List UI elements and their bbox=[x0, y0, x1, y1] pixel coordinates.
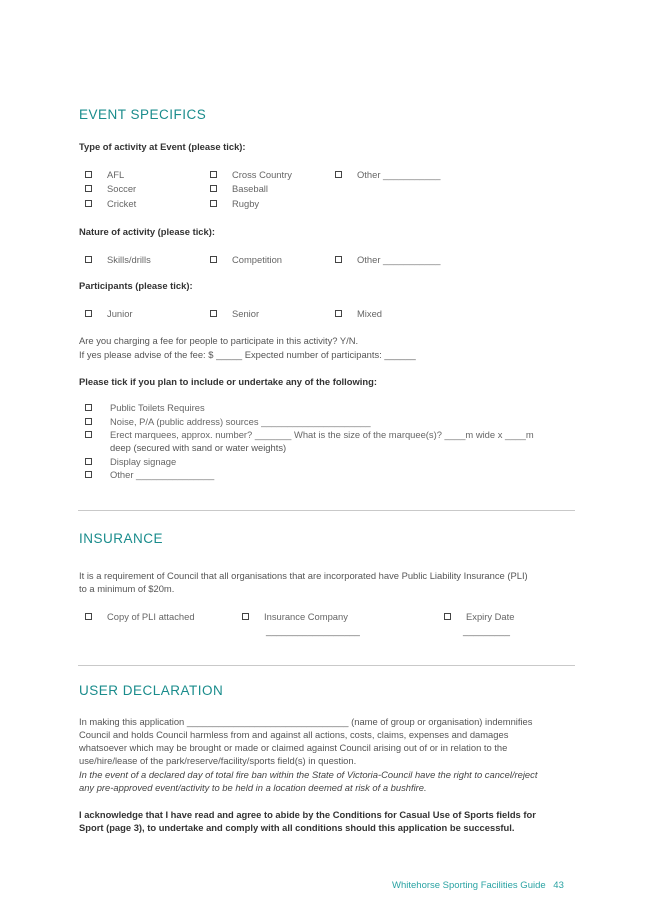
option-label: Other ___________ bbox=[357, 254, 441, 265]
checkbox-icon[interactable] bbox=[335, 256, 342, 263]
option-label: Noise, P/A (public address) sources _____________________ bbox=[110, 416, 371, 427]
checkbox-activity-other[interactable] bbox=[335, 168, 440, 181]
checkbox-insurance-company[interactable] bbox=[242, 610, 348, 623]
checkbox-icon[interactable] bbox=[335, 171, 342, 178]
checkbox-icon[interactable] bbox=[242, 613, 249, 620]
option-label: Insurance Company bbox=[264, 611, 348, 622]
insurance-text-line1: It is a requirement of Council that all organisations that are incorporated have Public Liability Insurance (PLI) bbox=[79, 570, 528, 581]
divider bbox=[78, 665, 575, 666]
checkbox-competition[interactable] bbox=[210, 253, 282, 266]
checkbox-soccer[interactable] bbox=[85, 182, 136, 195]
fee-question: Are you charging a fee for people to participate in this activity? Y/N. bbox=[79, 335, 359, 346]
expiry-date-blank[interactable]: _________ bbox=[463, 625, 510, 636]
checkbox-icon[interactable] bbox=[85, 458, 92, 465]
marquee-continuation: deep (secured with sand or water weights) bbox=[110, 442, 287, 453]
option-label: Mixed bbox=[357, 308, 383, 319]
checkbox-icon[interactable] bbox=[444, 613, 451, 620]
checkbox-nature-other[interactable] bbox=[335, 253, 440, 266]
nature-question: Nature of activity (please tick): bbox=[79, 226, 215, 237]
checkbox-senior[interactable] bbox=[210, 307, 259, 320]
declaration-line: In making this application _______________________________ (name of group or organisation) indemnifies bbox=[79, 716, 533, 727]
checkbox-icon[interactable] bbox=[85, 418, 92, 425]
checkbox-icon[interactable] bbox=[85, 171, 92, 178]
checkbox-afl[interactable] bbox=[85, 168, 124, 181]
checkbox-icon[interactable] bbox=[85, 185, 92, 192]
checkbox-pli-attached[interactable] bbox=[85, 610, 195, 623]
checkbox-skills-drills[interactable] bbox=[85, 253, 151, 266]
checkbox-icon[interactable] bbox=[85, 613, 92, 620]
checkbox-icon[interactable] bbox=[210, 200, 217, 207]
checkbox-public-toilets[interactable] bbox=[85, 401, 205, 414]
option-label: Cricket bbox=[107, 198, 137, 209]
checkbox-icon[interactable] bbox=[335, 310, 342, 317]
option-label: Other ___________ bbox=[357, 169, 441, 180]
option-label: Soccer bbox=[107, 183, 137, 194]
option-label: Baseball bbox=[232, 183, 268, 194]
checkbox-icon[interactable] bbox=[85, 256, 92, 263]
checkbox-icon[interactable] bbox=[85, 310, 92, 317]
declaration-line: whatsoever which may be brought or made or claimed against Council arising out of or in relation to the bbox=[79, 742, 508, 753]
declaration-line: use/hire/lease of the park/reserve/facility/sports field(s) in question. bbox=[79, 755, 357, 766]
include-question: Please tick if you plan to include or undertake any of the following: bbox=[79, 376, 377, 387]
checkbox-mixed[interactable] bbox=[335, 307, 382, 320]
option-label: Junior bbox=[107, 308, 133, 319]
option-label: Skills/drills bbox=[107, 254, 151, 265]
fire-ban-notice: In the event of a declared day of total fire ban within the State of Victoria-Council have the right to cancel/reject bbox=[79, 769, 538, 780]
option-label: Erect marquees, approx. number? _______ What is the size of the marquee(s)? ____m wide x ____m bbox=[110, 429, 534, 440]
fee-details: If yes please advise of the fee: $ _____ Expected number of participants: ______ bbox=[79, 349, 416, 360]
option-label: Competition bbox=[232, 254, 283, 265]
checkbox-icon[interactable] bbox=[85, 431, 92, 438]
checkbox-marquees[interactable] bbox=[85, 428, 534, 441]
option-label: Other _______________ bbox=[110, 469, 215, 480]
checkbox-icon[interactable] bbox=[85, 471, 92, 478]
option-label: Senior bbox=[232, 308, 260, 319]
footer-guide-title: Whitehorse Sporting Facilities Guide bbox=[392, 880, 546, 891]
divider bbox=[78, 510, 575, 511]
checkbox-noise-pa[interactable] bbox=[85, 415, 371, 428]
activity-type-question: Type of activity at Event (please tick): bbox=[79, 141, 246, 152]
checkbox-cricket[interactable] bbox=[85, 197, 136, 210]
option-label: Copy of PLI attached bbox=[107, 611, 195, 622]
option-label: Expiry Date bbox=[466, 611, 515, 622]
option-label: Cross Country bbox=[232, 169, 292, 180]
checkbox-icon[interactable] bbox=[85, 404, 92, 411]
participants-question: Participants (please tick): bbox=[79, 280, 193, 291]
checkbox-icon[interactable] bbox=[210, 171, 217, 178]
fire-ban-notice: any pre-approved event/activity to be held in a location deemed at risk of a bushfire. bbox=[79, 782, 427, 793]
declaration-line: Council and holds Council harmless from and against all actions, costs, claims, expenses and damages bbox=[79, 729, 509, 740]
insurance-heading: INSURANCE bbox=[79, 531, 164, 546]
acknowledgement: I acknowledge that I have read and agree to abide by the Conditions for Casual Use of Sports fields for bbox=[79, 809, 536, 820]
option-label: Rugby bbox=[232, 198, 260, 209]
checkbox-icon[interactable] bbox=[85, 200, 92, 207]
option-label: Display signage bbox=[110, 456, 177, 467]
footer bbox=[392, 879, 564, 892]
checkbox-include-other[interactable] bbox=[85, 468, 214, 481]
checkbox-cross-country[interactable] bbox=[210, 168, 292, 181]
checkbox-rugby[interactable] bbox=[210, 197, 259, 210]
option-label: AFL bbox=[107, 169, 125, 180]
checkbox-expiry-date[interactable] bbox=[444, 610, 514, 623]
insurance-company-blank[interactable]: __________________ bbox=[266, 625, 360, 636]
checkbox-icon[interactable] bbox=[210, 310, 217, 317]
checkbox-junior[interactable] bbox=[85, 307, 133, 320]
insurance-text-line2: to a minimum of $20m. bbox=[79, 583, 175, 594]
checkbox-baseball[interactable] bbox=[210, 182, 268, 195]
acknowledgement: Sport (page 3), to undertake and comply with all conditions should this application be successful. bbox=[79, 822, 515, 833]
page-number: 43 bbox=[553, 880, 564, 891]
checkbox-icon[interactable] bbox=[210, 185, 217, 192]
event-specifics-heading: EVENT SPECIFICS bbox=[79, 107, 207, 122]
checkbox-icon[interactable] bbox=[210, 256, 217, 263]
option-label: Public Toilets Requires bbox=[110, 402, 205, 413]
user-declaration-heading: USER DECLARATION bbox=[79, 683, 224, 698]
checkbox-signage[interactable] bbox=[85, 455, 176, 468]
